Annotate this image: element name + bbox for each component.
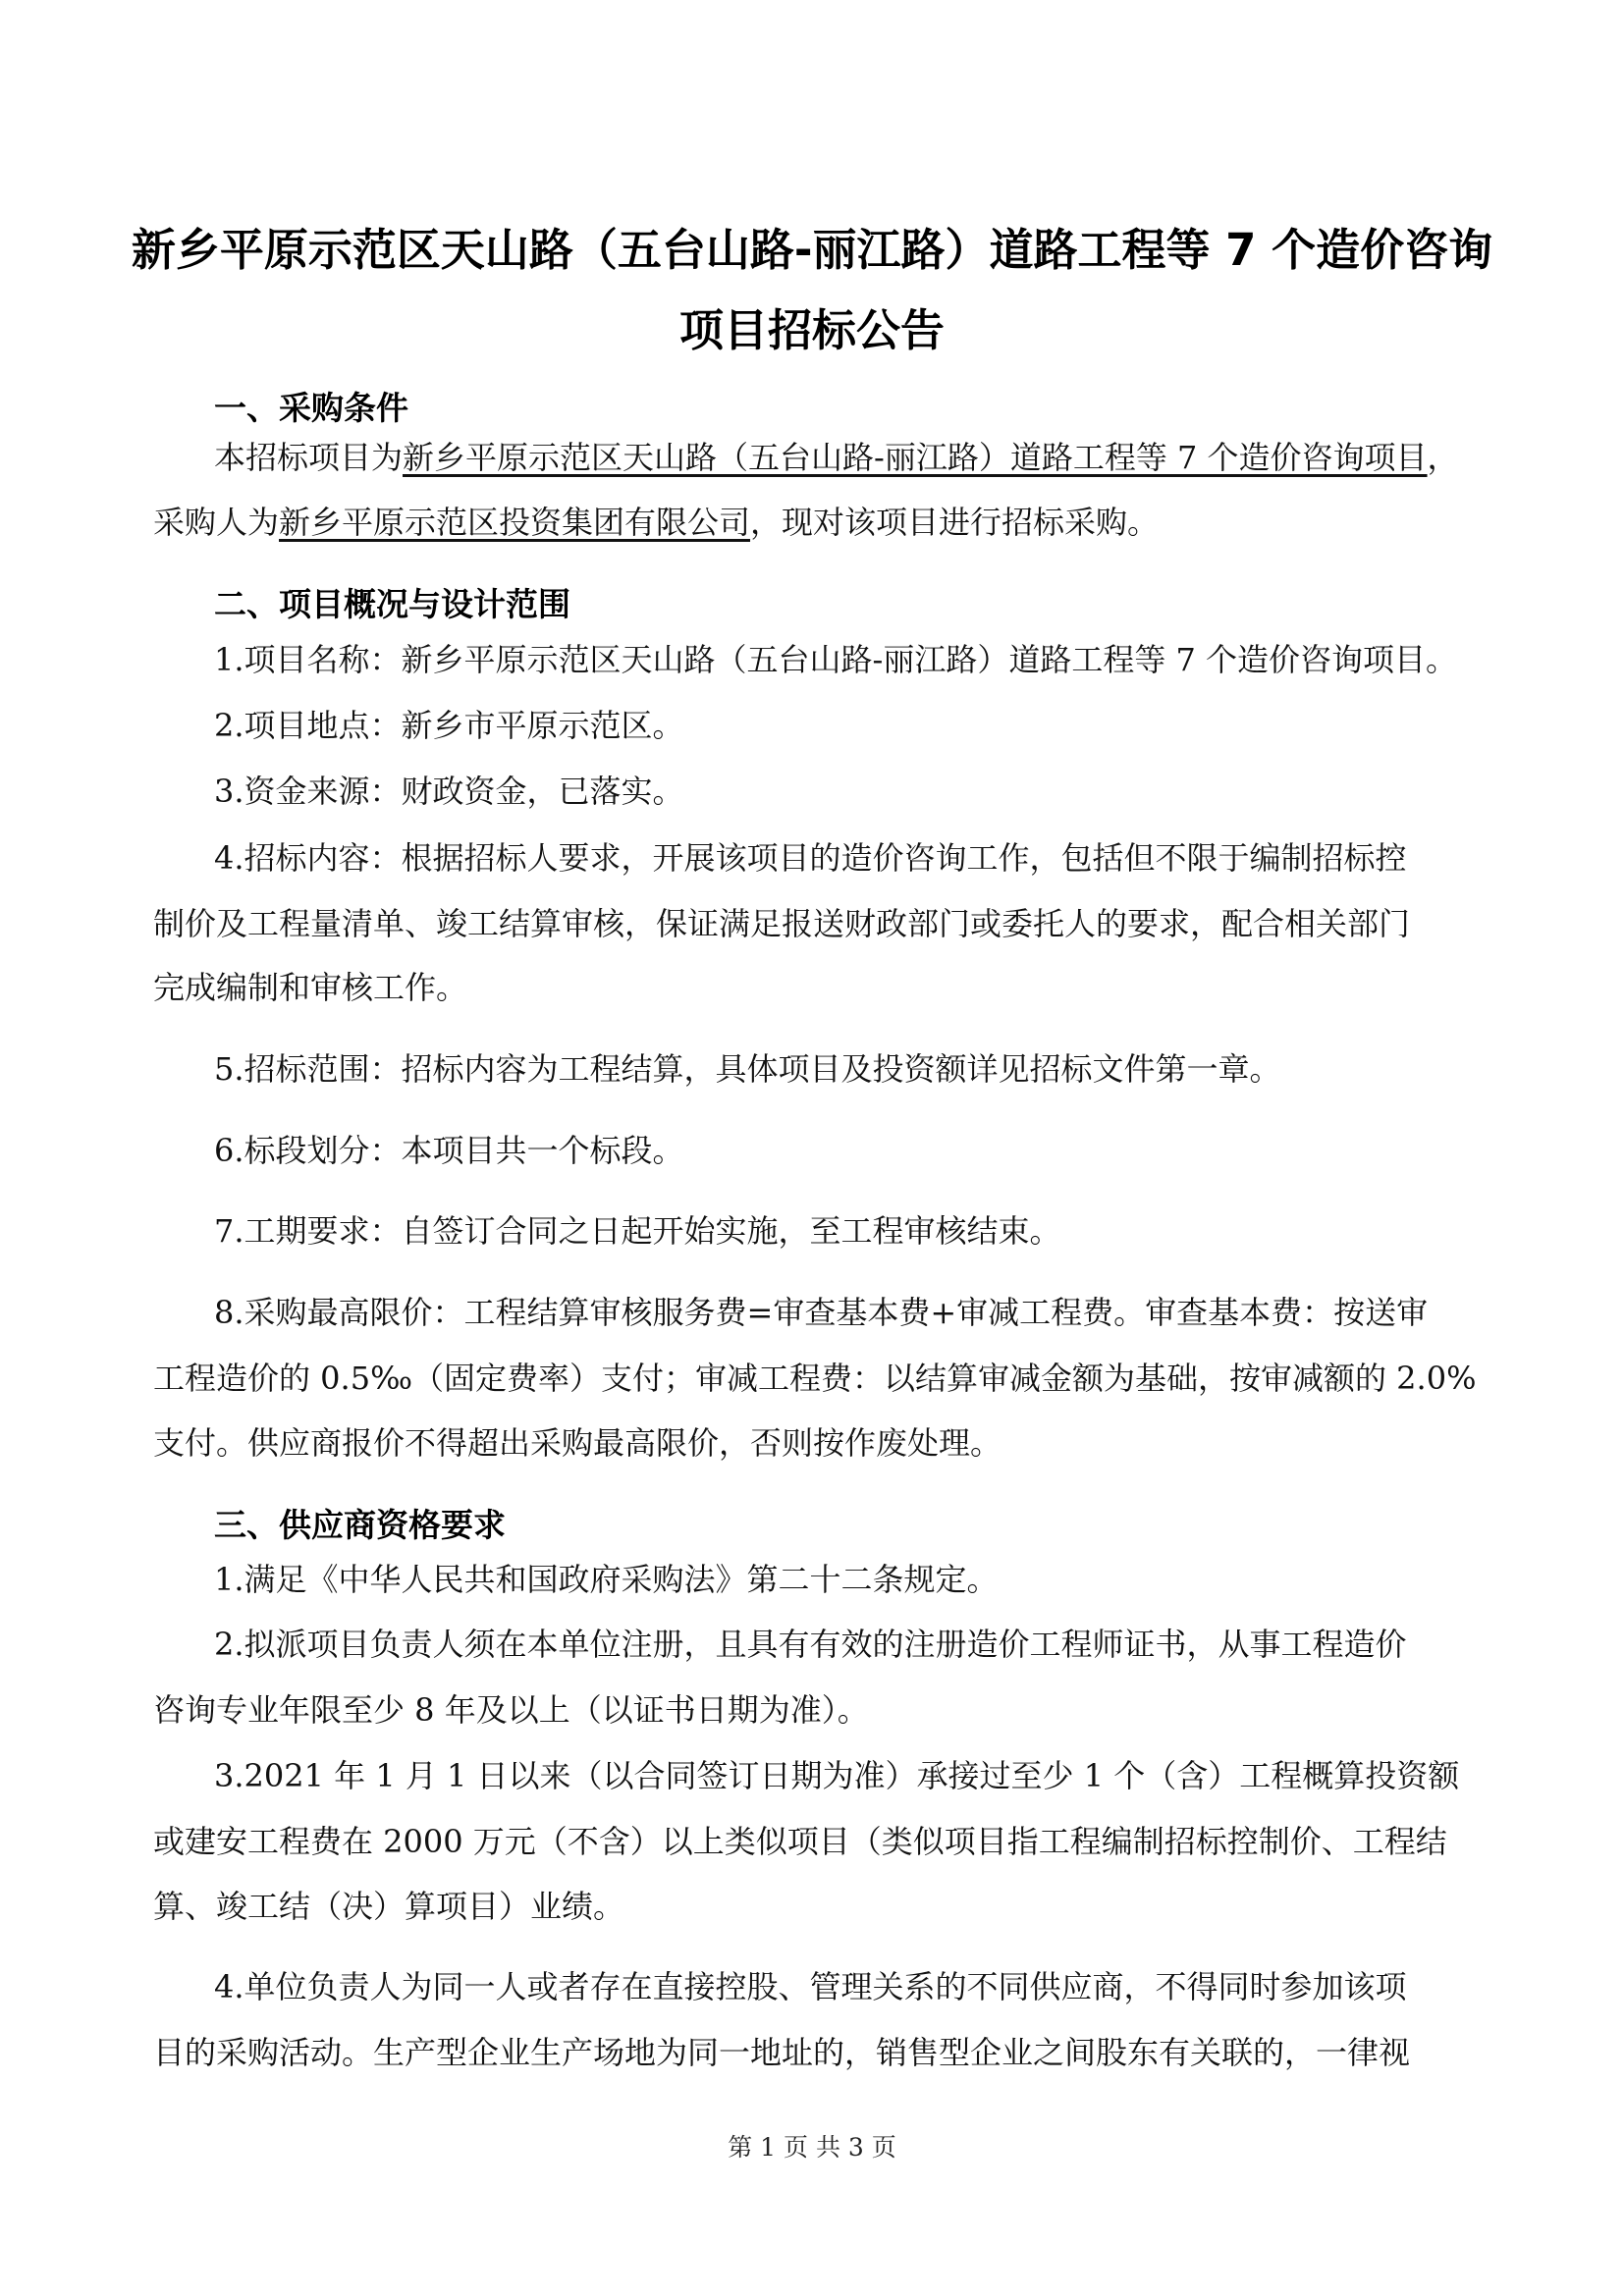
document-title-line-1: 新乡平原示范区天山路（五台山路-丽江路）道路工程等 7 个造价咨询: [131, 224, 1493, 276]
section-heading-2: 二、项目概况与设计范围: [214, 585, 570, 623]
document-title-line-2: 项目招标公告: [678, 304, 945, 356]
buyer-name-underlined: 新乡平原示范区投资集团有限公司: [279, 504, 751, 541]
section3-item-3-line-2: 或建安工程费在 2000 万元（不含）以上类似项目（类似项目指工程编制招标控制价、工程结: [153, 1823, 1447, 1860]
text-run: ，: [1427, 439, 1459, 476]
text-run: 采购人为: [153, 504, 280, 541]
section3-item-2-line-2: 咨询专业年限至少 8 年及以上（以证书日期为准）。: [153, 1691, 869, 1729]
section2-item-8-line-1: 8.采购最高限价：工程结算审核服务费=审查基本费+审减工程费。审查基本费：按送审: [214, 1294, 1429, 1331]
project-name-underlined: 新乡平原示范区天山路（五台山路-丽江路）道路工程等 7 个造价咨询项目: [403, 439, 1428, 476]
section3-item-2-line-1: 2.拟派项目负责人须在本单位注册，且具有有效的注册造价工程师证书，从事工程造价: [214, 1626, 1407, 1663]
section2-item-8-line-3: 支付。供应商报价不得超出采购最高限价，否则按作废处理。: [153, 1424, 1002, 1462]
section3-item-1: 1.满足《中华人民共和国政府采购法》第二十二条规定。: [214, 1561, 999, 1598]
section2-item-2: 2.项目地点：新乡市平原示范区。: [214, 707, 684, 744]
page-number-footer: 第 1 页 共 3 页: [728, 2133, 896, 2162]
section2-item-7: 7.工期要求：自签订合同之日起开始实施，至工程审核结束。: [214, 1212, 1061, 1250]
section2-item-4-line-2: 制价及工程量清单、竣工结算审核，保证满足报送财政部门或委托人的要求，配合相关部门: [153, 905, 1411, 942]
section2-item-1: 1.项目名称：新乡平原示范区天山路（五台山路-丽江路）道路工程等 7 个造价咨询项目。: [214, 641, 1458, 678]
section3-item-4-line-1: 4.单位负责人为同一人或者存在直接控股、管理关系的不同供应商，不得同时参加该项: [214, 1968, 1407, 2005]
section2-item-8-line-2: 工程造价的 0.5‰（固定费率）支付；审减工程费：以结算审减金额为基础，按审减额的 2.0%: [153, 1360, 1477, 1397]
section3-item-3-line-1: 3.2021 年 1 月 1 日以来（以合同签订日期为准）承接过至少 1 个（含）工程概算投资额: [214, 1757, 1460, 1794]
section2-item-3: 3.资金来源：财政资金，已落实。: [214, 773, 684, 810]
text-run: 本招标项目为: [214, 439, 404, 476]
section1-paragraph-line-2: [153, 504, 1160, 541]
section2-item-6: 6.标段划分：本项目共一个标段。: [214, 1132, 684, 1169]
section2-item-4-line-3: 完成编制和审核工作。: [153, 969, 468, 1006]
section2-item-4-line-1: 4.招标内容：根据招标人要求，开展该项目的造价咨询工作，包括但不限于编制招标控: [214, 839, 1407, 877]
section3-item-4-line-2: 目的采购活动。生产型企业生产场地为同一地址的，销售型企业之间股东有关联的，一律视: [153, 2034, 1411, 2071]
section-heading-3: 三、供应商资格要求: [214, 1506, 506, 1544]
section1-paragraph-line-1: [214, 439, 1459, 476]
text-run: ，现对该项目进行招标采购。: [750, 504, 1160, 541]
section2-item-5: 5.招标范围：招标内容为工程结算，具体项目及投资额详见招标文件第一章。: [214, 1050, 1281, 1088]
section-heading-1: 一、采购条件: [214, 389, 408, 427]
section3-item-3-line-3: 算、竣工结（决）算项目）业绩。: [153, 1888, 625, 1925]
